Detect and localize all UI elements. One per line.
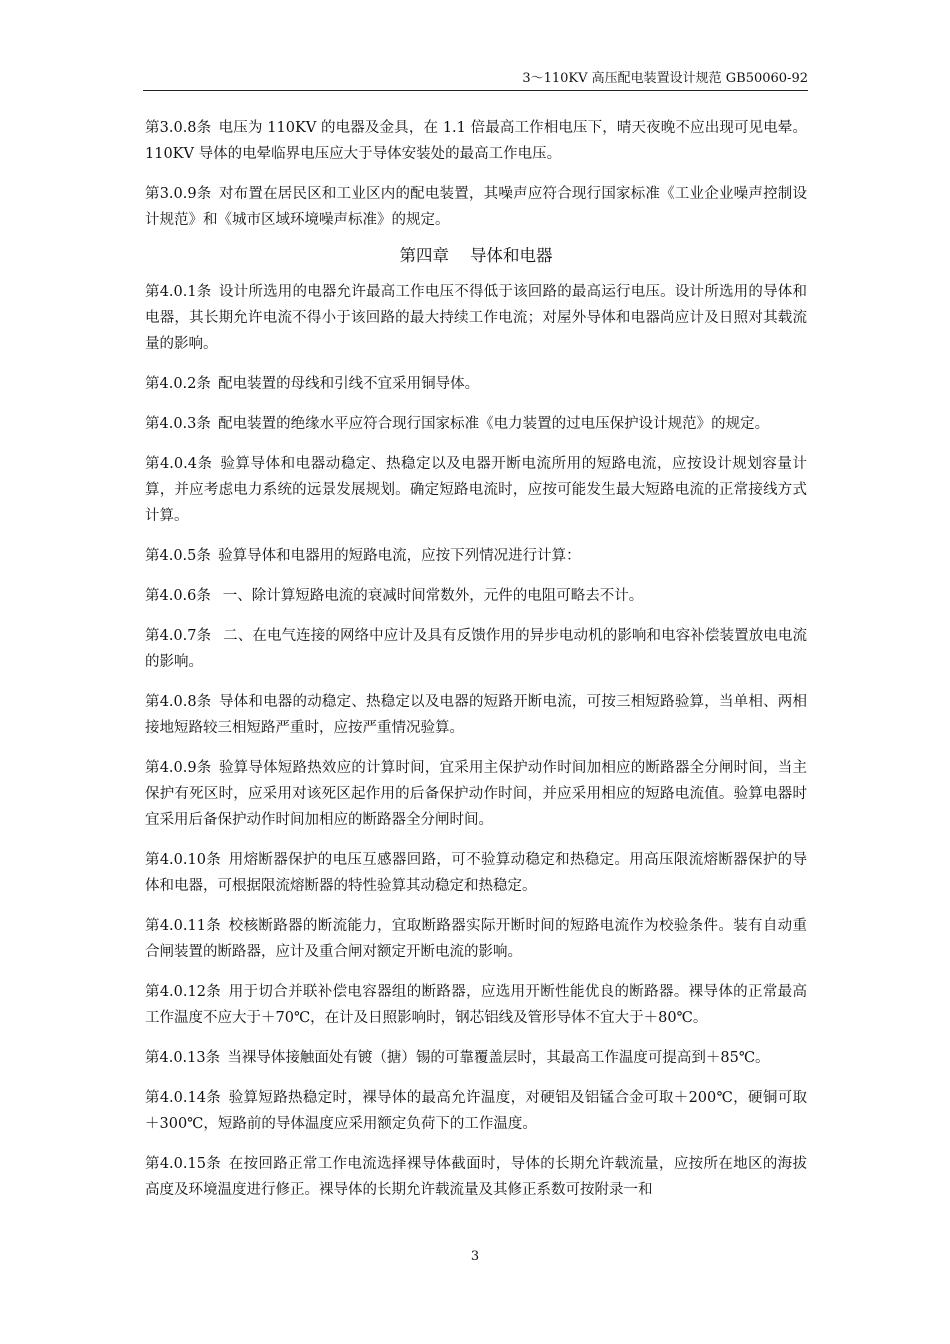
article-paragraph — [145, 755, 807, 833]
article-text: 校核断路器的断流能力，宜取断路器实际开断时间的短路电流作为校验条件。装有自动重合闸装置的断路器，应计及重合闸对额定开断电流的影响。 — [145, 918, 808, 960]
article-number: 第3.0.9条 — [145, 186, 212, 202]
article-paragraph — [145, 115, 807, 167]
article-number: 第4.0.15条 — [145, 1156, 222, 1172]
article-text: 用于切合并联补偿电容器组的断路器，应选用开断性能优良的断路器。裸导体的正常最高工作温度不应大于＋70℃，在计及日照影响时，钢芯铝线及管形导体不宜大于＋80℃。 — [145, 984, 808, 1026]
article-text: 导体和电器的动稳定、热稳定以及电器的短路开断电流，可按三相短路验算，当单相、两相接地短路较三相短路严重时，应按严重情况验算。 — [145, 694, 807, 736]
article-paragraph — [145, 181, 807, 233]
article-number: 第3.0.8条 — [145, 120, 212, 136]
article-text: 一、除计算短路电流的衰减时间常数外，元件的电阻可略去不计。 — [218, 588, 644, 604]
article-text: 设计所选用的电器允许最高工作电压不得低于该回路的最高运行电压。设计所选用的导体和电器，其长期允许电流不得小于该回路的最大持续工作电流；对屋外导体和电器尚应计及日照对其载流量的影响。 — [145, 284, 807, 352]
article-number: 第4.0.14条 — [145, 1090, 222, 1106]
article-number: 第4.0.7条 — [145, 628, 212, 644]
article-number: 第4.0.10条 — [145, 852, 222, 868]
article-paragraph — [145, 411, 807, 437]
article-number: 第4.0.2条 — [145, 376, 211, 392]
article-paragraph — [145, 543, 807, 569]
article-text: 验算导体短路热效应的计算时间，宜采用主保护动作时间加相应的断路器全分闸时间，当主保护有死区时，应采用对该死区起作用的后备保护动作时间，并应采用相应的短路电流值。验算电器时宜采用后备保护动作时间加相应的断路器全分闸时间。 — [145, 760, 807, 828]
article-paragraph — [145, 979, 807, 1031]
article-paragraph — [145, 451, 807, 529]
article-paragraph — [145, 847, 807, 899]
document-body — [145, 115, 807, 1217]
article-number: 第4.0.12条 — [145, 984, 222, 1000]
article-text: 配电装置的母线和引线不宜采用铜导体。 — [218, 376, 480, 392]
article-paragraph — [145, 1085, 807, 1137]
article-number: 第4.0.3条 — [145, 416, 211, 432]
article-paragraph — [145, 371, 807, 397]
article-text: 当裸导体接触面处有镀（搪）锡的可靠覆盖层时，其最高工作温度可提高到＋85℃。 — [227, 1050, 770, 1066]
article-text: 配电装置的绝缘水平应符合现行国家标准《电力装置的过电压保护设计规范》的规定。 — [218, 416, 770, 432]
section-chapter-4 — [145, 279, 807, 1203]
article-text: 在按回路正常工作电流选择裸导体截面时，导体的长期允许载流量，应按所在地区的海拔高度及环境温度进行修正。裸导体的长期允许载流量及其修正系数可按附录一和 — [145, 1156, 808, 1198]
article-number: 第4.0.6条 — [145, 588, 211, 604]
header-divider — [143, 90, 808, 91]
article-text: 二、在电气连接的网络中应计及具有反馈作用的异步电动机的影响和电容补偿装置放电电流的影响。 — [145, 628, 807, 670]
article-paragraph — [145, 689, 807, 741]
article-paragraph — [145, 583, 807, 609]
chapter-title: 第四章 导体和电器 — [399, 246, 553, 265]
article-text: 验算导体和电器用的短路电流，应按下列情况进行计算： — [218, 548, 581, 564]
article-paragraph — [145, 1045, 807, 1071]
article-text: 对布置在居民区和工业区内的配电装置，其噪声应符合现行国家标准《工业企业噪声控制设计规范》和《城市区域环境噪声标准》的规定。 — [145, 186, 807, 228]
running-header: 3～110KV 高压配电装置设计规范 GB50060-92 — [522, 71, 808, 86]
article-paragraph — [145, 623, 807, 675]
article-text: 验算导体和电器动稳定、热稳定以及电器开断电流所用的短路电流，应按设计规划容量计算，并应考虑电力系统的远景发展规划。确定短路电流时，应按可能发生最大短路电流的正常接线方式计算。 — [145, 456, 807, 524]
article-number: 第4.0.1条 — [145, 284, 212, 300]
article-paragraph — [145, 279, 807, 357]
article-number: 第4.0.9条 — [145, 760, 212, 776]
article-number: 第4.0.5条 — [145, 548, 211, 564]
article-text: 电压为 110KV 的电器及金具，在 1.1 倍最高工作相电压下，晴天夜晚不应出现可见电晕。110KV 导体的电晕临界电压应大于导体安装处的最高工作电压。 — [145, 120, 807, 162]
article-text: 验算短路热稳定时，裸导体的最高允许温度，对硬铝及铝锰合金可取＋200℃，硬铜可取＋300℃，短路前的导体温度应采用额定负荷下的工作温度。 — [145, 1090, 807, 1132]
article-number: 第4.0.11条 — [145, 918, 222, 934]
article-number: 第4.0.13条 — [145, 1050, 221, 1066]
article-paragraph — [145, 1151, 807, 1203]
page-number: 3 — [470, 1249, 480, 1264]
article-number: 第4.0.4条 — [145, 456, 213, 472]
article-text: 用熔断器保护的电压互感器回路，可不验算动稳定和热稳定。用高压限流熔断器保护的导体和电器，可根据限流熔断器的特性验算其动稳定和热稳定。 — [145, 852, 808, 894]
section-chapter-3-end — [145, 115, 807, 233]
article-number: 第4.0.8条 — [145, 694, 212, 710]
article-paragraph — [145, 913, 807, 965]
